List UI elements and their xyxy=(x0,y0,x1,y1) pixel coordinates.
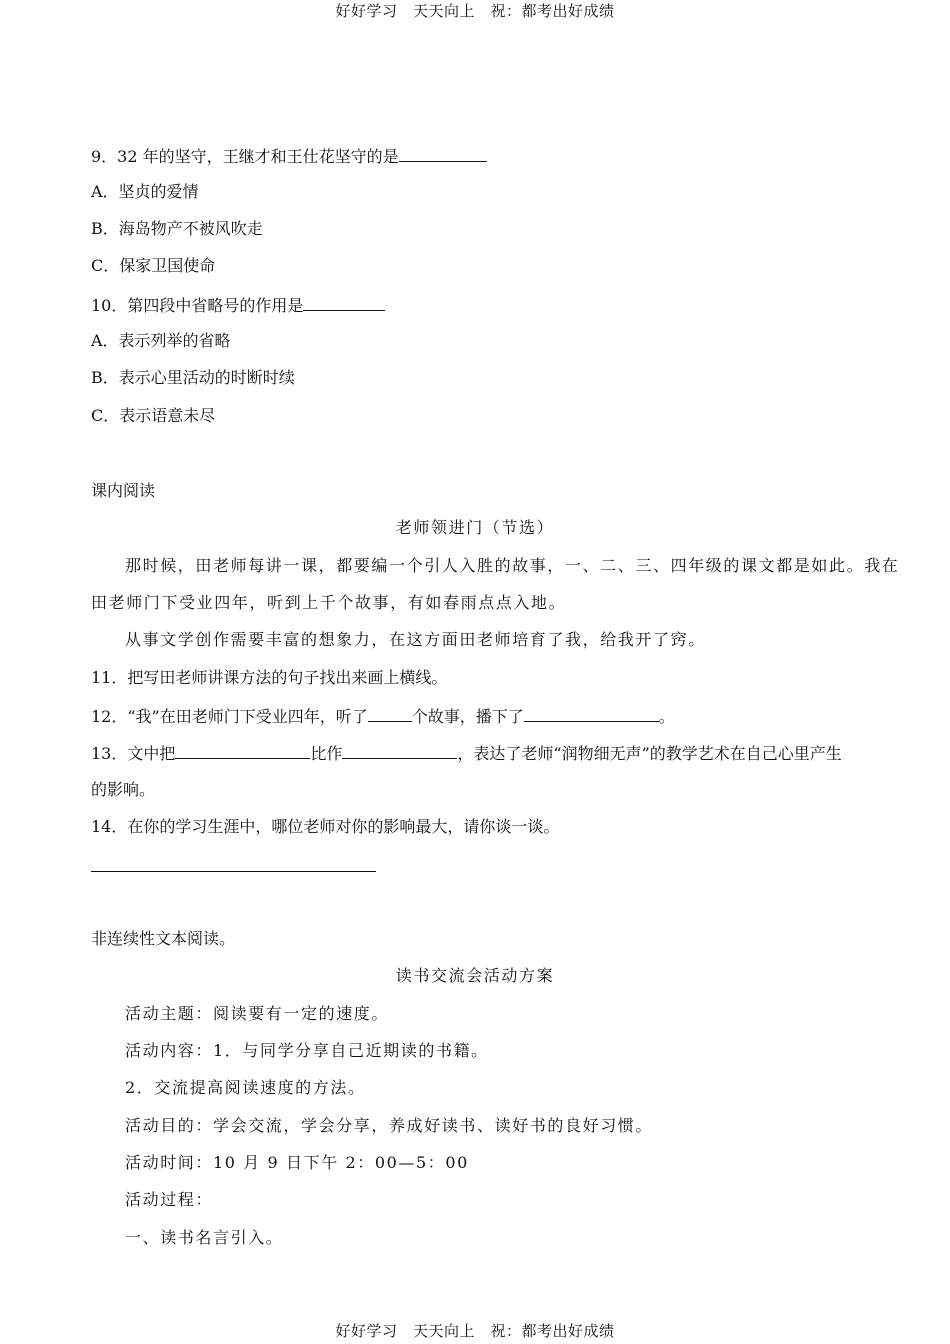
plan-line: 活动内容：1．与同学分享自己近期读的书籍。 xyxy=(125,1041,489,1060)
answer-blank[interactable] xyxy=(342,742,457,759)
question-12 xyxy=(91,705,675,727)
plan-title: 读书交流会活动方案 xyxy=(395,966,555,985)
page-footer: 好好学习 天天向上 祝：都考出好成绩 xyxy=(335,1322,615,1340)
question-9 xyxy=(91,145,487,167)
q9-option-a: A．坚贞的爱情 xyxy=(91,182,199,201)
plan-line: 活动目的：学会交流，学会分享，养成好读书、读好书的良好习惯。 xyxy=(125,1116,654,1135)
passage-title: 老师领进门（节选） xyxy=(395,518,555,537)
question-13 xyxy=(91,742,842,764)
question-10-stem: 10．第四段中省略号的作用是 xyxy=(91,296,304,315)
plan-line: 2．交流提高阅读速度的方法。 xyxy=(125,1078,366,1097)
passage-paragraph-1-cont: 田老师门下受业四年，听到上千个故事，有如春雨点点入地。 xyxy=(91,593,567,612)
answer-blank[interactable] xyxy=(175,742,310,759)
passage-paragraph-2: 从事文学创作需要丰富的想象力，在这方面田老师培育了我，给我开了窍。 xyxy=(125,630,706,649)
passage-paragraph-1: 那时候，田老师每讲一课，都要编一个引人入胜的故事，一、二、三、四年级的课文都是如此。我在 xyxy=(125,556,900,575)
question-12-text: 个故事，播下了 xyxy=(411,707,524,726)
question-12-text: 12．“我”在田老师门下受业四年，听了 xyxy=(91,707,368,726)
answer-line[interactable] xyxy=(91,871,376,872)
question-10 xyxy=(91,294,385,316)
answer-blank[interactable] xyxy=(524,705,659,722)
question-13-cont: 的影响。 xyxy=(91,780,156,799)
page-header: 好好学习 天天向上 祝：都考出好成绩 xyxy=(335,2,615,20)
q10-option-b: B．表示心里活动的时断时续 xyxy=(91,368,295,387)
q10-option-c: C．表示语意未尽 xyxy=(91,406,216,425)
q9-option-c: C．保家卫国使命 xyxy=(91,256,216,275)
section-label-in-class-reading: 课内阅读 xyxy=(91,481,156,500)
question-9-stem: 9．32 年的坚守，王继才和王仕花坚守的是 xyxy=(91,147,399,166)
answer-blank[interactable] xyxy=(303,294,385,311)
question-13-text: 比作 xyxy=(310,744,343,763)
plan-line: 一、读书名言引入。 xyxy=(125,1228,284,1247)
plan-line: 活动过程： xyxy=(125,1190,214,1209)
answer-blank[interactable] xyxy=(368,705,412,722)
plan-line: 活动时间：10 月 9 日下午 2：00—5：00 xyxy=(125,1153,469,1172)
section-label-noncontinuous-reading: 非连续性文本阅读。 xyxy=(91,929,236,948)
q10-option-a: A．表示列举的省略 xyxy=(91,331,231,350)
question-11: 11．把写田老师讲课方法的句子找出来画上横线。 xyxy=(91,668,448,687)
answer-blank[interactable] xyxy=(399,145,487,162)
question-14: 14．在你的学习生涯中，哪位老师对你的影响最大，请你谈一谈。 xyxy=(91,817,560,836)
question-12-text: 。 xyxy=(658,707,675,726)
question-13-text: ，表达了老师“润物细无声”的教学艺术在自己心里产生 xyxy=(457,744,842,763)
question-13-text: 13．文中把 xyxy=(91,744,176,763)
plan-line: 活动主题：阅读要有一定的速度。 xyxy=(125,1004,390,1023)
q9-option-b: B．海岛物产不被风吹走 xyxy=(91,219,263,238)
